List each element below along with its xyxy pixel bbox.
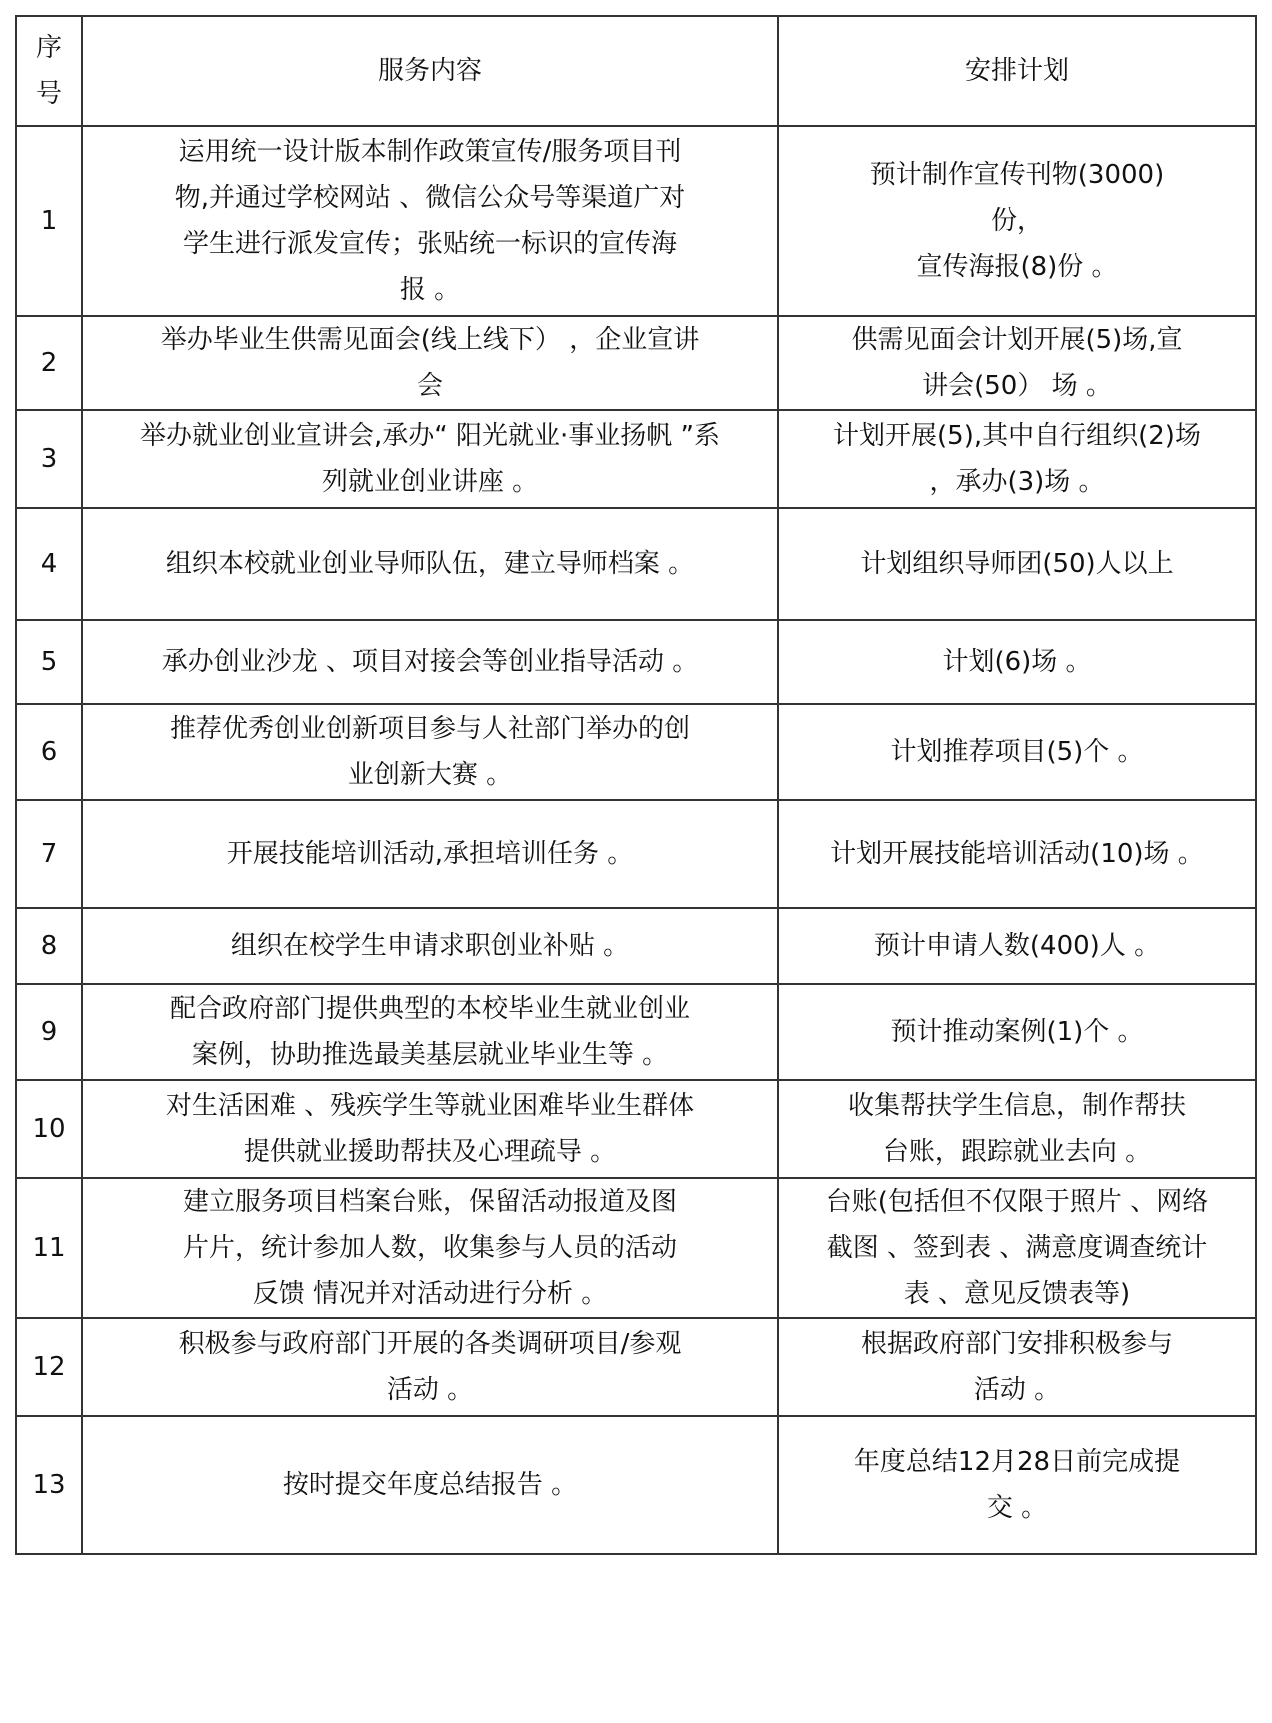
table-row (16, 316, 1256, 410)
row-arrangement-plan: 预计推动案例(1)个 。 (778, 984, 1256, 1080)
table-row (16, 620, 1256, 704)
row-arrangement-plan: 年度总结12月28日前完成提 交 。 (778, 1416, 1256, 1554)
row-number: 7 (16, 800, 82, 908)
row-arrangement-plan: 根据政府部门安排积极参与 活动 。 (778, 1318, 1256, 1416)
row-service-content: 配合政府部门提供典型的本校毕业生就业创业 案例，协助推选最美基层就业毕业生等 。 (82, 984, 778, 1080)
row-service-content: 建立服务项目档案台账，保留活动报道及图 片片，统计参加人数，收集参与人员的活动 反馈 情况并对活动进行分析 。 (82, 1178, 778, 1318)
row-arrangement-plan: 预计制作宣传刊物(3000) 份， 宣传海报(8)份 。 (778, 126, 1256, 316)
table-header-row (16, 16, 1256, 126)
table-row (16, 1178, 1256, 1318)
row-arrangement-plan: 计划(6)场 。 (778, 620, 1256, 704)
header-content: 服务内容 (82, 16, 778, 126)
row-service-content: 组织在校学生申请求职创业补贴 。 (82, 908, 778, 984)
row-number: 6 (16, 704, 82, 800)
row-service-content: 举办就业创业宣讲会,承办“ 阳光就业·事业扬帆 ”系 列就业创业讲座 。 (82, 410, 778, 508)
row-service-content: 积极参与政府部门开展的各类调研项目/参观 活动 。 (82, 1318, 778, 1416)
row-arrangement-plan: 供需见面会计划开展(5)场,宣 讲会(50） 场 。 (778, 316, 1256, 410)
row-number: 1 (16, 126, 82, 316)
row-service-content: 推荐优秀创业创新项目参与人社部门举办的创 业创新大赛 。 (82, 704, 778, 800)
row-number: 3 (16, 410, 82, 508)
row-number: 10 (16, 1080, 82, 1178)
row-service-content: 对生活困难 、残疾学生等就业困难毕业生群体 提供就业援助帮扶及心理疏导 。 (82, 1080, 778, 1178)
row-service-content: 组织本校就业创业导师队伍，建立导师档案 。 (82, 508, 778, 620)
row-arrangement-plan: 收集帮扶学生信息，制作帮扶 台账，跟踪就业去向 。 (778, 1080, 1256, 1178)
table-row (16, 800, 1256, 908)
header-no: 序 号 (16, 16, 82, 126)
row-service-content: 承办创业沙龙 、项目对接会等创业指导活动 。 (82, 620, 778, 704)
row-number: 12 (16, 1318, 82, 1416)
row-number: 8 (16, 908, 82, 984)
row-number: 4 (16, 508, 82, 620)
row-arrangement-plan: 计划开展技能培训活动(10)场 。 (778, 800, 1256, 908)
service-plan-table (15, 15, 1257, 1555)
table-row (16, 1318, 1256, 1416)
row-number: 11 (16, 1178, 82, 1318)
row-arrangement-plan: 台账(包括但不仅限于照片 、网络 截图 、签到表 、满意度调查统计 表 、意见反馈表等) (778, 1178, 1256, 1318)
row-number: 2 (16, 316, 82, 410)
table-row (16, 1416, 1256, 1554)
table-row (16, 508, 1256, 620)
row-number: 5 (16, 620, 82, 704)
table-row (16, 410, 1256, 508)
row-arrangement-plan: 计划组织导师团(50)人以上 (778, 508, 1256, 620)
row-service-content: 按时提交年度总结报告 。 (82, 1416, 778, 1554)
header-plan: 安排计划 (778, 16, 1256, 126)
table-row (16, 908, 1256, 984)
table-row (16, 1080, 1256, 1178)
row-service-content: 运用统一设计版本制作政策宣传/服务项目刊 物,并通过学校网站 、微信公众号等渠道广对 学生进行派发宣传；张贴统一标识的宣传海 报 。 (82, 126, 778, 316)
row-service-content: 举办毕业生供需见面会(线上线下） ，企业宣讲 会 (82, 316, 778, 410)
row-number: 9 (16, 984, 82, 1080)
row-arrangement-plan: 预计申请人数(400)人 。 (778, 908, 1256, 984)
row-service-content: 开展技能培训活动,承担培训任务 。 (82, 800, 778, 908)
table-row (16, 984, 1256, 1080)
table-row (16, 126, 1256, 316)
row-arrangement-plan: 计划推荐项目(5)个 。 (778, 704, 1256, 800)
row-arrangement-plan: 计划开展(5),其中自行组织(2)场 ，承办(3)场 。 (778, 410, 1256, 508)
table-row (16, 704, 1256, 800)
row-number: 13 (16, 1416, 82, 1554)
